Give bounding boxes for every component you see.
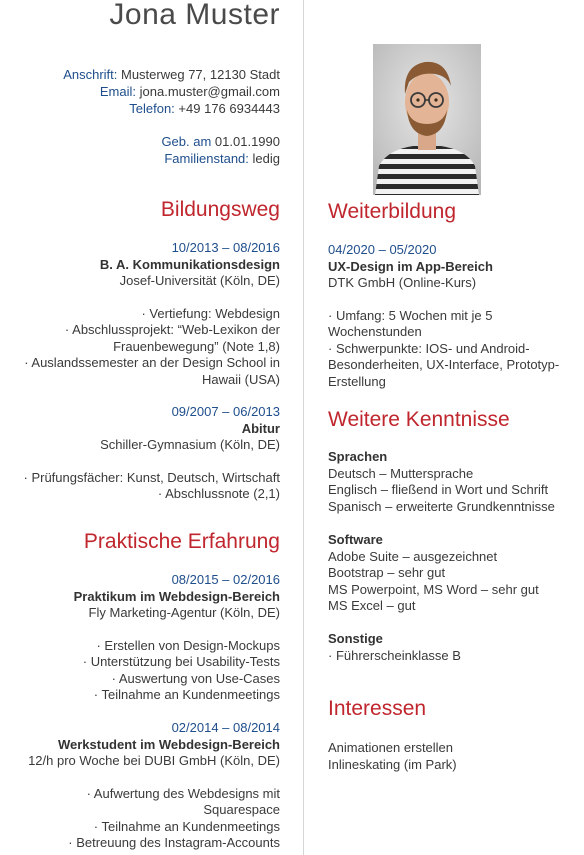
email-value: jona.muster@gmail.com: [139, 84, 280, 99]
skills-item: · Führerscheinklasse B: [328, 647, 461, 663]
family-line: [63, 150, 280, 167]
skills-item: Deutsch – Muttersprache: [328, 465, 474, 481]
bullet-line: · Auslandssemester an der Design School in: [24, 355, 280, 370]
training-entry: [328, 242, 584, 390]
email-label: Email:: [99, 84, 137, 99]
bullet-line: · Teilnahme an Kundenmeetings: [93, 687, 280, 702]
bullet-line: · Schwerpunkte: IOS- und Android-: [328, 340, 530, 356]
entry-date: 02/2014 – 08/2014: [171, 720, 280, 735]
address-value: Musterweg 77, 12130 Stadt: [121, 67, 280, 82]
phone-label: Telefon:: [129, 101, 175, 116]
bullet-line: · Unterstützung bei Usability-Tests: [82, 654, 280, 669]
interest-item: Inlineskating (im Park): [328, 756, 457, 772]
bullet-line: Besonderheiten, UX-Interface, Prototyp-: [328, 357, 560, 372]
interests-heading: Interessen: [328, 697, 427, 720]
skills-item: MS Powerpoint, MS Word – sehr gut: [328, 581, 539, 597]
birth-value: 01.01.1990: [214, 134, 280, 149]
bullet-line: · Abschlussprojekt: “Web-Lexikon der: [64, 322, 280, 337]
interest-item: Animationen erstellen: [328, 740, 454, 755]
email-line: [63, 83, 280, 100]
entry-title: UX-Design im App-Bereich: [328, 258, 493, 274]
bullet-line: · Abschlussnote (2,1): [157, 486, 280, 501]
family-value: ledig: [252, 151, 280, 166]
entry-place: Fly Marketing-Agentur (Köln, DE): [88, 605, 280, 620]
experience-heading: Praktische Erfahrung: [83, 530, 280, 553]
bullet-line: · Prüfungsfächer: Kunst, Deutsch, Wirtschaft: [23, 469, 280, 485]
skills-other: [328, 631, 584, 664]
skills-item: Bootstrap – sehr gut: [328, 565, 446, 580]
birth-line: [63, 133, 280, 150]
experience-entry: [0, 720, 280, 852]
skills-item: MS Excel – gut: [328, 598, 416, 613]
education-entry: [0, 240, 280, 388]
family-label: Familienstand:: [164, 151, 249, 166]
interests-list: [328, 740, 584, 773]
contact-block: [63, 66, 280, 167]
bullet-line: Frauenbewegung” (Note 1,8): [113, 338, 280, 354]
skills-software: [328, 532, 584, 615]
phone-line: [63, 100, 280, 117]
bullet-line: · Vertiefung: Webdesign: [141, 305, 280, 321]
bullet-line: · Teilnahme an Kundenmeetings: [93, 818, 280, 834]
skills-item: Englisch – fließend in Wort und Schrift: [328, 482, 549, 497]
education-entry: [0, 404, 280, 503]
bullet-line: · Aufwertung des Webdesigns mit: [86, 785, 280, 801]
experience-entry: [0, 572, 280, 704]
address-line: [63, 66, 280, 83]
skills-heading: Weitere Kenntnisse: [328, 408, 510, 431]
address-label: Anschrift:: [63, 67, 118, 82]
entry-title: Abitur: [241, 420, 280, 436]
bullet-line: · Umfang: 5 Wochen mit je 5: [328, 307, 493, 323]
bullet-line: · Auswertung von Use-Cases: [111, 670, 280, 686]
person-name: Jona Muster: [109, 0, 280, 31]
bullet-line: · Erstellen von Design-Mockups: [96, 637, 280, 653]
entry-place: Schiller-Gymnasium (Köln, DE): [100, 437, 280, 452]
entry-place: 12/h pro Woche bei DUBI GmbH (Köln, DE): [28, 753, 280, 768]
entry-date: 08/2015 – 02/2016: [171, 572, 280, 587]
training-heading: Weiterbildung: [328, 200, 457, 223]
skills-group-title: Sprachen: [328, 449, 388, 464]
skills-group-title: Sonstige: [328, 631, 383, 646]
birth-label: Geb. am: [161, 134, 212, 149]
entry-date: 09/2007 – 06/2013: [171, 404, 280, 419]
phone-value: +49 176 6934443: [178, 101, 280, 116]
bullet-line: Erstellung: [328, 373, 386, 389]
bullet-line: Wochenstunden: [328, 324, 422, 339]
entry-title: Werkstudent im Webdesign-Bereich: [57, 736, 280, 752]
entry-place: DTK GmbH (Online-Kurs): [328, 275, 477, 290]
entry-title: B. A. Kommunikationsdesign: [99, 256, 280, 272]
bullet-line: Hawaii (USA): [201, 371, 280, 387]
skills-group-title: Software: [328, 532, 383, 547]
skills-languages: [328, 449, 584, 515]
bullet-line: Squarespace: [203, 802, 280, 817]
entry-title: Praktikum im Webdesign-Bereich: [73, 588, 280, 604]
education-heading: Bildungsweg: [160, 198, 280, 221]
entry-place: Josef-Universität (Köln, DE): [119, 273, 280, 288]
skills-item: Spanisch – erweiterte Grundkenntnisse: [328, 498, 555, 514]
profile-photo: [373, 44, 481, 195]
column-divider: [303, 0, 304, 855]
entry-date: 04/2020 – 05/2020: [328, 242, 437, 257]
skills-item: Adobe Suite – ausgezeichnet: [328, 548, 498, 564]
entry-date: 10/2013 – 08/2016: [171, 240, 280, 255]
bullet-line: · Betreuung des Instagram-Accounts: [68, 835, 280, 850]
